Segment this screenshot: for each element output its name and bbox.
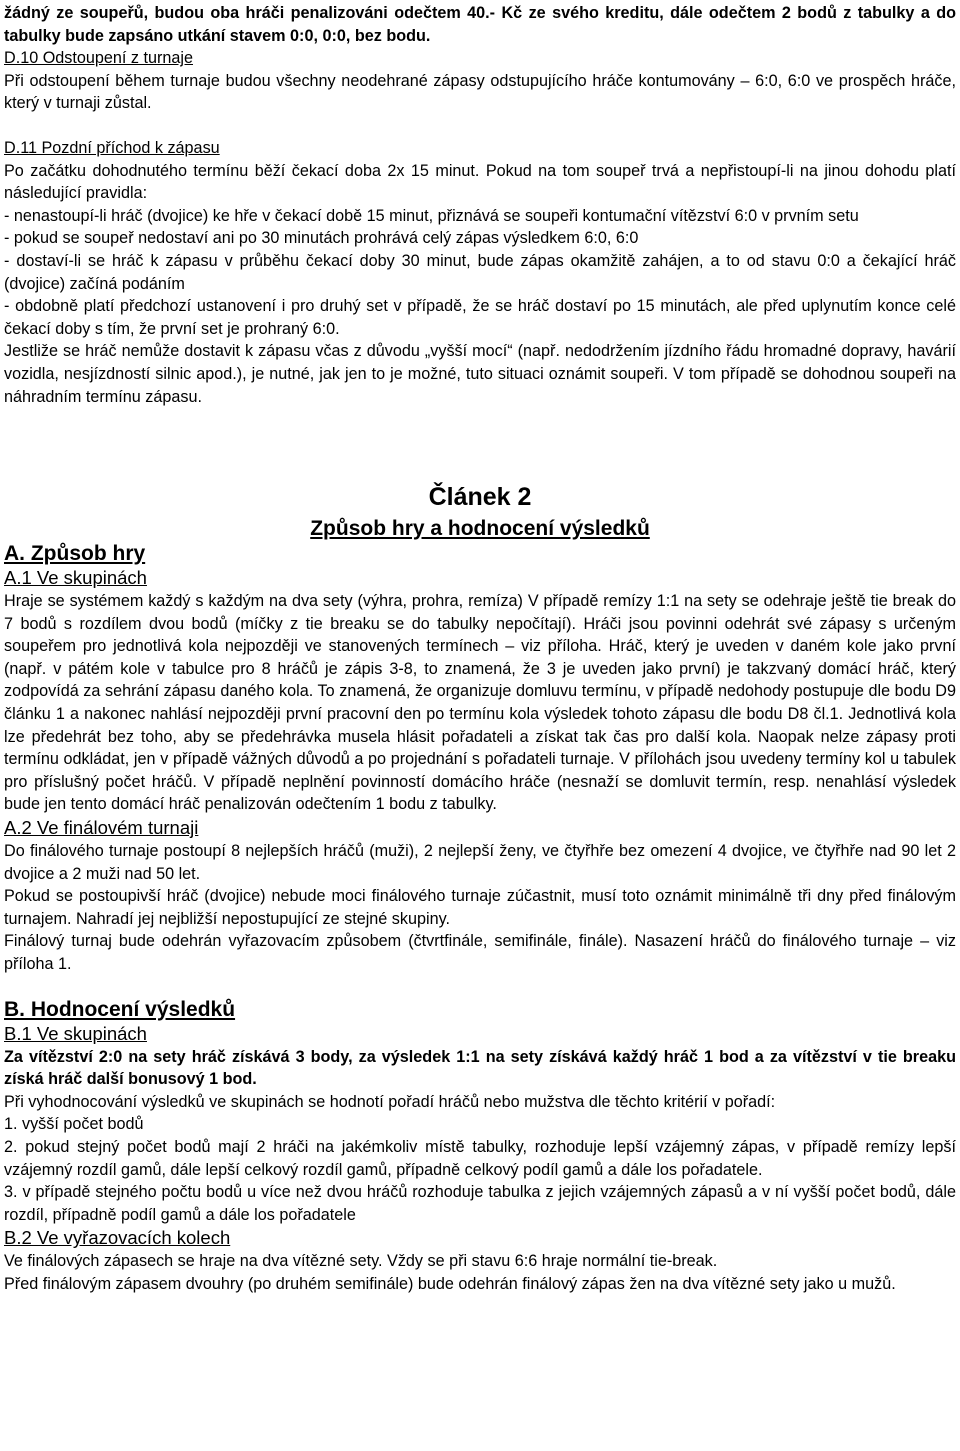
heading-section-b: B. Hodnocení výsledků	[4, 997, 236, 1021]
paragraph-a1: Hraje se systémem každý s každým na dva sety (výhra, prohra, remíza) V případě remízy 1:1 na sety se odehraje ještě tie break do 7 bodů s rozdílem dvou bodů (míčky z tie breaku se do tabulky nepočítají). Hráči jsou povinni odehrát své zápasy s určeným soupeřem pro jednotlivá kola nejpozději ve stanovených termínech – viz příloha. Hráč, který je uveden v daném kole jako první (např. v pátém kole v tabulce pro 8 hráčů je zápis 3-8, to znamená, že 3 je uveden jako první) je takzvaný domácí hráč, který zodpovídá za sehrání zápasu daného kola. To znamená, že organizuje domluvu termínu, v případě nedohody postupuje dle bodu D9 článku 1 a nakonec nahlásí nejpozději první pracovní den po termínu kola výsledek tohoto zápasu dle bodu D8 čl.1. Jednotlivá kola lze předehrát bez toho, aby se předehrávka musela hlásit pořadateli a získat tak čas pro další kola. Naopak nelze zápasy proti termínu odkládat, jen v případě vážných důvodů a po projednání s pořadateli turnaje. V přílohách jsou uvedeny termíny kol u tabulek pro příslušný počet hráčů. V případě neplnění povinností domácího hráče (nesnaží se domluvit termín, resp. nenahlásí výsledek bude jen tento domácí hráč penalizován odečtením 1 bodu z tabulky.	[4, 592, 956, 814]
paragraph-d11-intro: Po začátku dohodnutého termínu běží čekací doba 2x 15 minut. Pokud na tom soupeř trvá a nepřistoupí-li na jinou dohodu platí následující pravidla:	[4, 161, 956, 203]
article-title: Článek 2	[428, 483, 532, 512]
document-page	[4, 2, 956, 1296]
paragraph-b2-sets: Ve finálových zápasech se hraje na dva vítězné sety. Vždy se při stavu 6:6 hraje normální tie-break.	[4, 1252, 718, 1271]
heading-d11: D.11 Pozdní příchod k zápasu	[4, 138, 220, 157]
heading-section-a: A. Způsob hry	[4, 542, 146, 566]
heading-a2: A.2 Ve finálovém turnaji	[4, 817, 199, 839]
heading-d10: D.10 Odstoupení z turnaje	[4, 49, 193, 68]
paragraph-penalty: žádný ze soupeřů, budou oba hráči penalizováni odečtem 40.- Kč ze svého kreditu, dále odečtem 2 bodů z tabulky a do tabulky bude zapsáno utkání stavem 0:0, 0:0, bez bodu.	[4, 4, 956, 45]
paragraph-d11-rule3: - dostaví-li se hráč k zápasu v průběhu čekací doby 30 minut, bude zápas okamžitě zahájen, a to od stavu 0:0 a čekající hráč (dvojice) začíná podáním	[4, 251, 956, 293]
paragraph-b1-item3: 3. v případě stejného počtu bodů u více než dvou hráčů rozhoduje tabulka z jejich vzájemných zápasů a v ní vyšší počet bodů, dále rozdíl, případně podíl gamů a dále los pořadatele	[4, 1183, 956, 1224]
paragraph-d11-force-majeure: Jestliže se hráč nemůže dostavit k zápasu včas z důvodu „vyšší mocí“ (např. nedodržením jízdního řádu hromadné dopravy, havárií vozidla, nesjízdností silnic apod.), je nutné, jak jen to je možné, tuto situaci oznámit soupeři. V tom případě se dohodnou soupeři na náhradním termínu zápasu.	[4, 342, 956, 406]
paragraph-b2-women-final: Před finálovým zápasem dvouhry (po druhém semifinále) bude odehrán finálový zápas žen na dva vítězné sety jako u mužů.	[4, 1274, 896, 1293]
article-subtitle: Způsob hry a hodnocení výsledků	[310, 517, 650, 541]
heading-a1: A.1 Ve skupinách	[4, 567, 147, 589]
paragraph-d11-rule1: - nenastoupí-li hráč (dvojice) ke hře v čekací době 15 minut, přiznává se soupeři kontumační vítězství 6:0 v prvním setu	[4, 206, 859, 225]
paragraph-a2-withdraw: Pokud se postoupivší hráč (dvojice) nebude moci finálového turnaje zúčastnit, musí toto oznámit minimálně tři dny před finálovým turnajem. Nahradí jej nejbližší nepostupující ze stejné skupiny.	[4, 887, 956, 928]
paragraph-a2-qualify: Do finálového turnaje postoupí 8 nejlepších hráčů (muži), 2 nejlepší ženy, ve čtyřhře bez omezení 4 dvojice, ve čtyřhře nad 90 let 2 dvojice a 2 muži nad 50 let.	[4, 842, 956, 883]
paragraph-b1-item1: 1. vyšší počet bodů	[4, 1115, 144, 1134]
paragraph-b1-points: Za vítězství 2:0 na sety hráč získává 3 body, za výsledek 1:1 na sety získává každý hráč 1 bod a za vítězství v tie breaku získá hráč další bonusový 1 bod.	[4, 1047, 956, 1089]
paragraph-b1-criteria: Při vyhodnocování výsledků ve skupinách se hodnotí pořadí hráčů nebo mužstva dle těchto kritérií v pořadí:	[4, 1092, 776, 1111]
paragraph-d11-rule2: - pokud se soupeř nedostaví ani po 30 minutách prohrává celý zápas výsledkem 6:0, 6:0	[4, 229, 639, 248]
paragraph-d11-rule4: - obdobně platí předchozí ustanovení i pro druhý set v případě, že se hráč dostaví po 15 minutách, ale před uplynutím konce celé čekací doby s tím, že první set je prohraný 6:0.	[4, 297, 956, 338]
paragraph-a2-format: Finálový turnaj bude odehrán vyřazovacím způsobem (čtvrtfinále, semifinále, finále). Nasazení hráčů do finálového turnaje – viz příloha 1.	[4, 932, 956, 973]
heading-b1: B.1 Ve skupinách	[4, 1022, 147, 1044]
heading-b2: B.2 Ve vyřazovacích kolech	[4, 1227, 231, 1249]
paragraph-d10: Při odstoupení během turnaje budou všechny neodehrané zápasy odstupujícího hráče kontumovány – 6:0, 6:0 ve prospěch hráče, který v turnaji zůstal.	[4, 71, 956, 113]
paragraph-b1-item2: 2. pokud stejný počet bodů mají 2 hráči na jakémkoliv místě tabulky, rozhoduje lepší vzájemný zápas, v případě remízy lepší vzájemný rozdíl gamů, dále lepší celkový rozdíl gamů, případně celkový podíl gamů a dále los pořadatele.	[4, 1137, 956, 1179]
